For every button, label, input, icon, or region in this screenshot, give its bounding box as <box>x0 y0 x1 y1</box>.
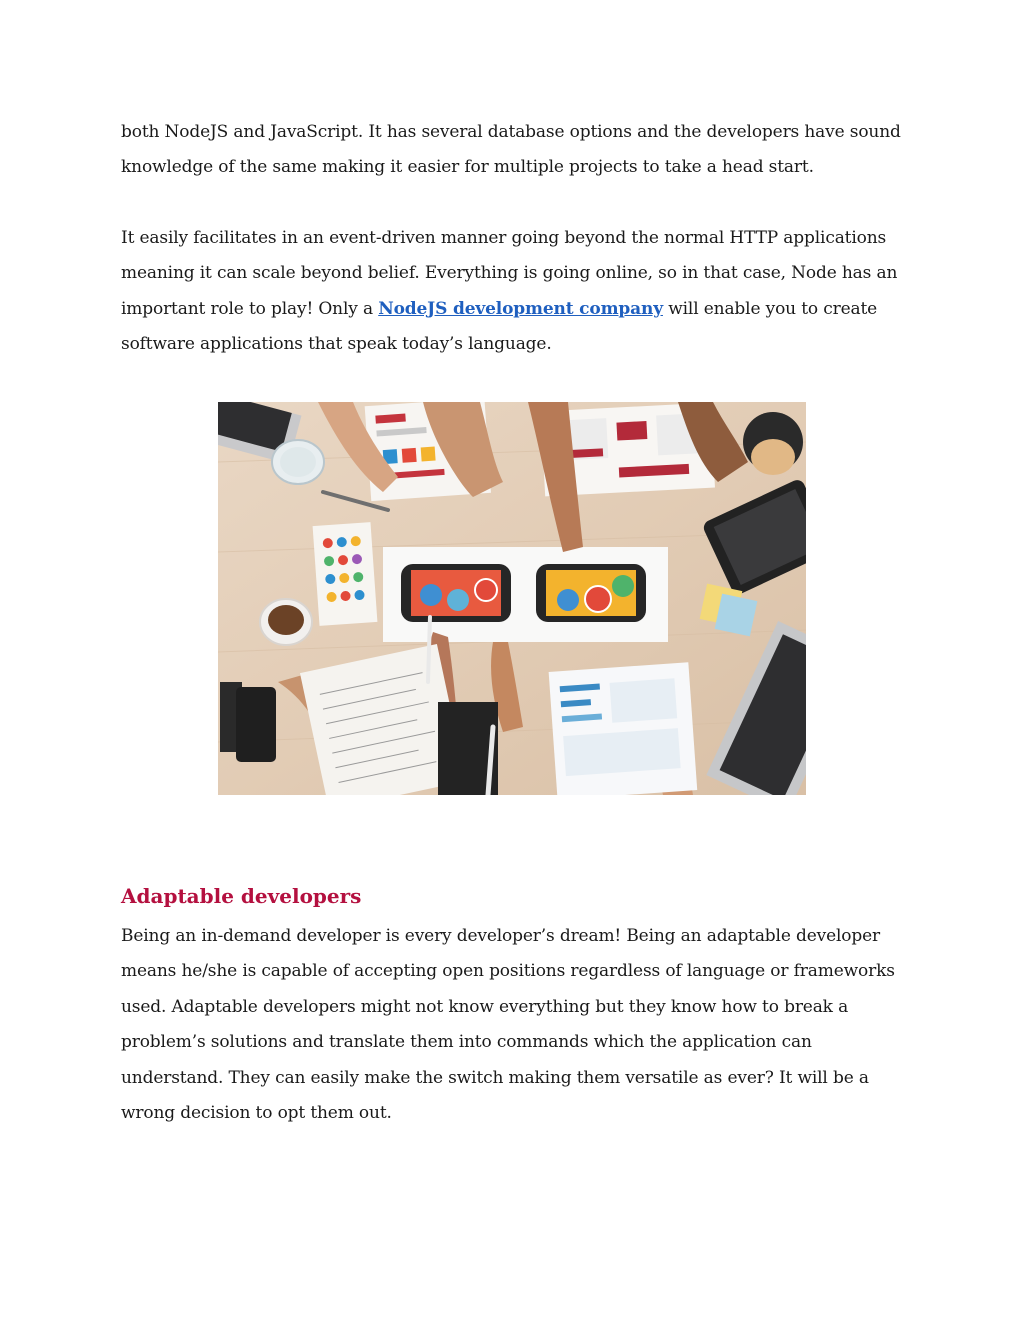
paragraph-text: Being an in-demand developer is every developer’s dream! Being an adaptable developer means he/she is capable of accepting open positions regardless of language or frameworks used. Adaptable developers might not know everything but they know how to break a problem’s solutions and translate them into commands which the application can understand. They can easily make the switch making them versatile as ever? It will be a wrong decision to opt them out. <box>121 926 895 1124</box>
nodejs-development-company-link[interactable]: NodeJS development company <box>378 298 663 319</box>
section-heading: Adaptable developers <box>121 884 362 908</box>
paragraph-nodejs-database <box>121 115 911 186</box>
team-collaboration-photo <box>218 402 806 795</box>
paragraph-text-after-link: will enable you to create software applications that speak today’s language. <box>121 298 878 355</box>
paragraph-text-before-link: It easily facilitates in an event-driven manner going beyond the normal HTTP applications meaning it can scale beyond belief. Everything is going online, so in that case, Node has an important role to play! Only a <box>121 228 898 319</box>
paragraph-text: both NodeJS and JavaScript. It has several database options and the developers have sound knowledge of the same making it easier for multiple projects to take a head start. <box>121 122 901 178</box>
paragraph-adaptable-developers <box>121 919 911 1131</box>
paragraph-event-driven <box>121 221 911 363</box>
